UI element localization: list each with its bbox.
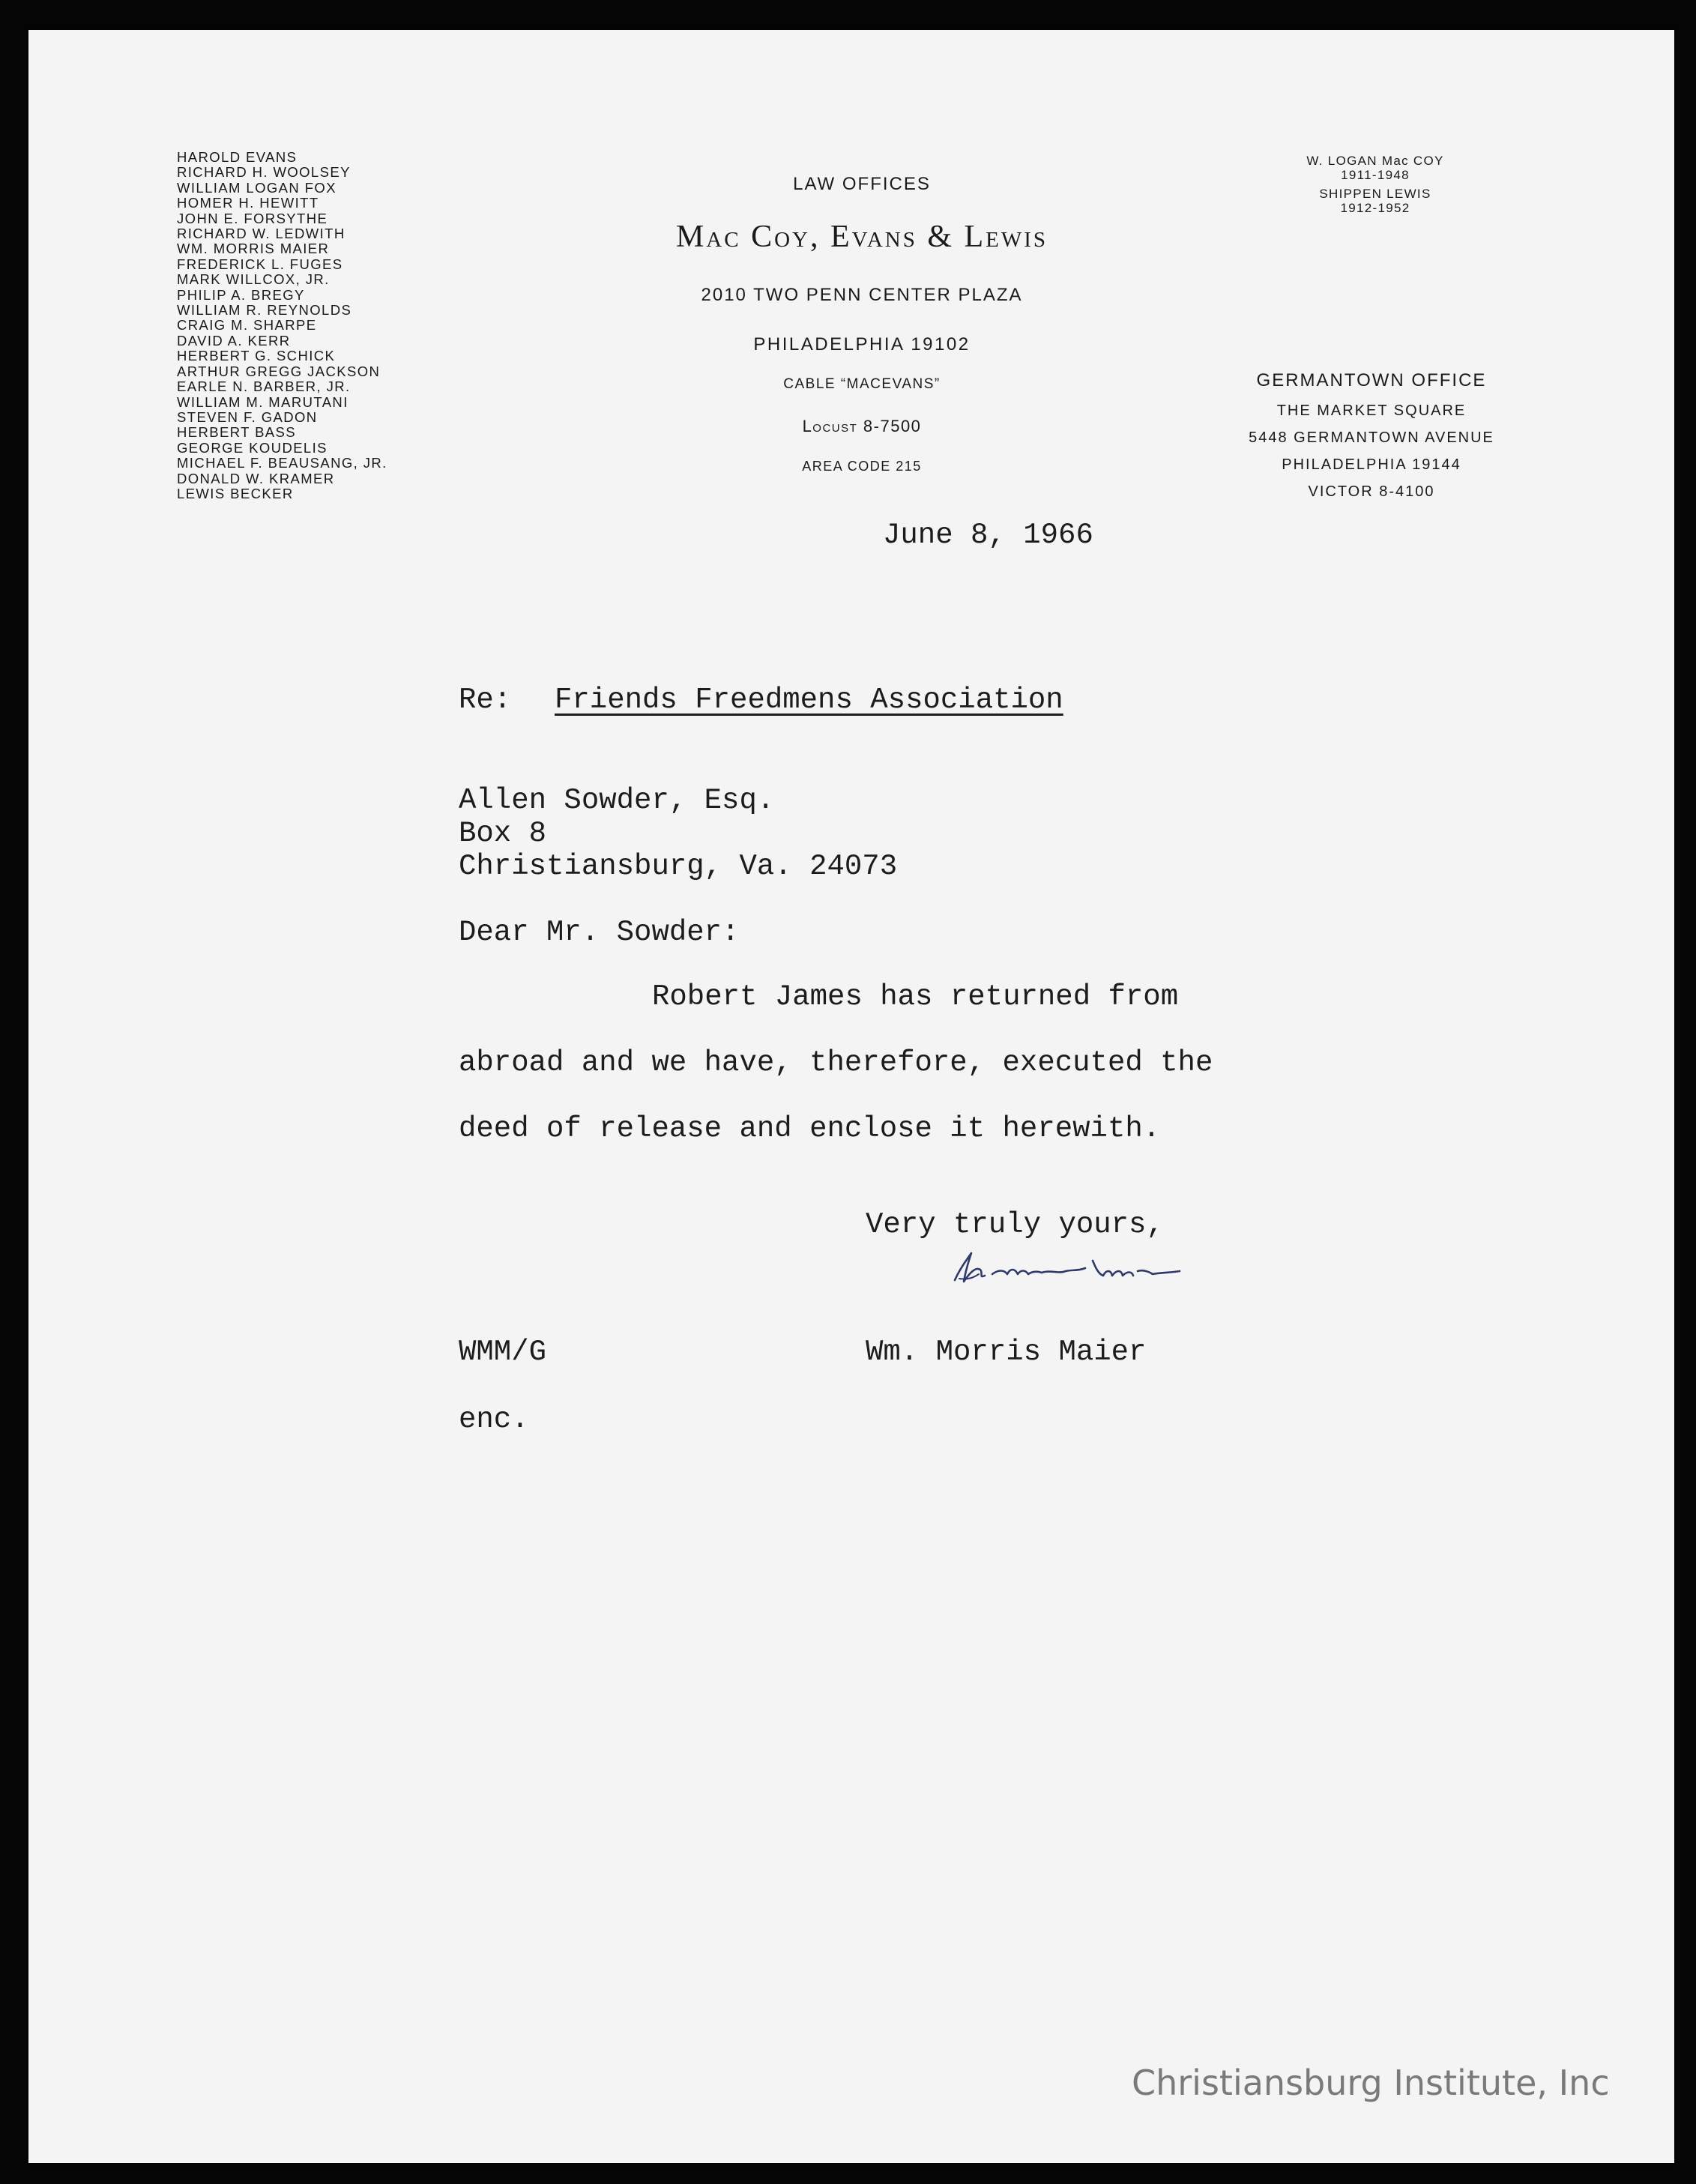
partner-name: HAROLD EVANS <box>177 149 298 165</box>
partner-name: MICHAEL F. BEAUSANG, JR. <box>177 455 387 471</box>
partner-name: HERBERT G. SCHICK <box>177 348 336 364</box>
partner-name: RICHARD W. LEDWITH <box>177 226 345 242</box>
partner-name: FREDERICK L. FUGES <box>177 256 343 272</box>
partner-name: DONALD W. KRAMER <box>177 470 335 486</box>
letter-date: June 8, 1966 <box>883 519 1093 552</box>
recipient-line: Allen Sowder, Esq. <box>459 784 775 817</box>
recipient-line: Box 8 <box>459 817 547 850</box>
typist-initials: WMM/G <box>459 1336 547 1369</box>
partner-name: CRAIG M. SHARPE <box>177 317 317 334</box>
re-label: Re: <box>459 684 512 717</box>
partner-list <box>177 150 387 501</box>
address-line-2: PHILADELPHIA 19102 <box>753 334 971 355</box>
founders-block <box>1274 154 1476 220</box>
partner-name: STEVEN F. GADON <box>177 408 318 425</box>
branch-title: GERMANTOWN OFFICE <box>1256 370 1487 390</box>
partner-name: LEWIS BECKER <box>177 485 294 501</box>
signer-name: Wm. Morris Maier <box>866 1336 1147 1369</box>
branch-line: THE MARKET SQUARE <box>1276 402 1467 419</box>
branch-line: VICTOR 8-4100 <box>1308 483 1435 500</box>
partner-name: WM. MORRIS MAIER <box>177 241 330 257</box>
partner-name: MARK WILLCOX, JR. <box>177 271 330 288</box>
address-line-1: 2010 TWO PENN CENTER PLAZA <box>701 285 1023 305</box>
partner-name: DAVID A. KERR <box>177 332 291 349</box>
closing: Very truly yours, <box>866 1208 1164 1241</box>
salutation: Dear Mr. Sowder: <box>459 916 740 949</box>
partner-name: HOMER H. HEWITT <box>177 195 319 211</box>
recipient-line: Christiansburg, Va. 24073 <box>459 850 898 883</box>
partner-name: JOHN E. FORSYTHE <box>177 210 328 226</box>
partner-name: ARTHUR GREGG JACKSON <box>177 363 381 379</box>
body-line: Robert James has returned from <box>652 980 1179 1013</box>
partner-name: HERBERT BASS <box>177 424 297 441</box>
body-line: abroad and we have, therefore, executed the <box>459 1046 1213 1079</box>
cable-address: CABLE “MACEVANS” <box>783 376 941 392</box>
archive-credit: Christiansburg Institute, Inc <box>1132 2063 1610 2103</box>
partner-name: PHILIP A. BREGY <box>177 286 305 303</box>
enclosure-note: enc. <box>459 1403 529 1436</box>
founder-years: 1911-1948 <box>1341 168 1410 182</box>
body-line: deed of release and enclose it herewith. <box>459 1112 1161 1145</box>
phone-number: Locust 8-7500 <box>802 417 922 435</box>
re-subject: Friends Freedmens Association <box>555 684 1063 717</box>
partner-name: RICHARD H. WOOLSEY <box>177 164 351 181</box>
area-code: AREA CODE 215 <box>802 459 922 474</box>
firm-name: Mac Coy, Evans & Lewis <box>675 220 1048 254</box>
germantown-office-block <box>1207 370 1536 505</box>
founder-years: 1912-1952 <box>1340 201 1410 215</box>
founder-name: SHIPPEN LEWIS <box>1319 187 1431 201</box>
law-offices-label: LAW OFFICES <box>793 174 931 194</box>
partner-name: WILLIAM LOGAN FOX <box>177 179 337 196</box>
partner-name: EARLE N. BARBER, JR. <box>177 378 351 395</box>
partner-name: WILLIAM R. REYNOLDS <box>177 302 352 319</box>
partner-name: GEORGE KOUDELIS <box>177 439 328 456</box>
branch-line: PHILADELPHIA 19144 <box>1282 456 1461 473</box>
founder-name: W. LOGAN Mac COY <box>1306 154 1444 168</box>
partner-name: WILLIAM M. MARUTANI <box>177 393 348 410</box>
branch-line: 5448 GERMANTOWN AVENUE <box>1249 429 1494 446</box>
signature <box>946 1237 1246 1297</box>
